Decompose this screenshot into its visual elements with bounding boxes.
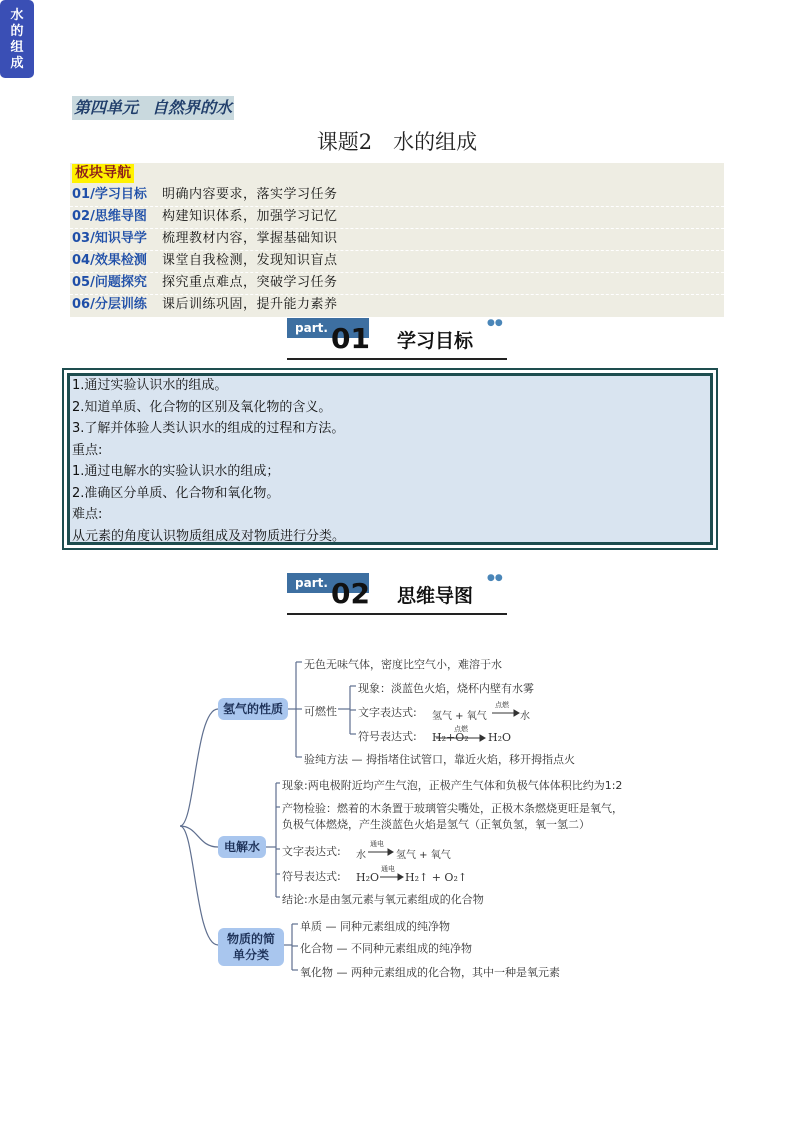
- nav-item-code: 01/学习目标: [72, 187, 147, 202]
- nav-item-desc: 明确内容要求，落实学习任务: [162, 187, 338, 202]
- branch-hydrogen[interactable]: 氢气的性质: [218, 698, 288, 720]
- root-char: 组: [10, 40, 24, 55]
- goal-line: 2.知道单质、化合物的区别及氧化物的含义。: [72, 400, 332, 415]
- nav-item-desc: 梳理教材内容，掌握基础知识: [162, 231, 338, 246]
- unit-name: 第四单元: [74, 98, 139, 117]
- nav-item-code: 02/思维导图: [72, 209, 147, 224]
- goal-line: 2.准确区分单质、化合物和氧化物。: [72, 486, 280, 501]
- part-number: 02: [331, 577, 370, 610]
- classification-oxide: 氧化物 — 两种元素组成的化合物，其中一种是氧元素: [300, 966, 560, 979]
- goal-line: 难点:: [72, 507, 103, 522]
- hydrogen-sym-eq-cond: 点燃: [454, 725, 468, 733]
- nav-item-code: 03/知识导学: [72, 231, 147, 246]
- droplet-icon: ●●: [487, 318, 503, 328]
- hydrogen-physical: 无色无味气体，密度比空气小，难溶于水: [304, 658, 502, 671]
- electrolysis-test-1: 产物检验：燃着的木条置于玻璃管尖嘴处，正极木条燃烧更旺是氧气，: [282, 802, 623, 815]
- hydrogen-word-eq-right: 水: [520, 711, 530, 722]
- hydrogen-word-eq-cond: 点燃: [495, 701, 509, 709]
- electrolysis-conclusion: 结论:水是由氢元素与氧元素组成的化合物: [282, 893, 484, 906]
- electrolysis-word-eq-label: 文字表达式:: [282, 845, 341, 858]
- electrolysis-word-eq-left: 水: [356, 850, 366, 861]
- electrolysis-word-eq-right: 氢气 + 氧气: [396, 850, 451, 861]
- hydrogen-sym-eq-right: H₂O: [488, 731, 512, 744]
- electrolysis-test-2: 负极气体燃烧，产生淡蓝色火焰是氢气（正氧负氢，氧一氢二）: [282, 818, 590, 831]
- nav-item-desc: 课后训练巩固，提升能力素养: [162, 297, 338, 312]
- hydrogen-sym-eq-left: H₂+O₂: [432, 731, 469, 744]
- hydrogen-phenomenon: 现象：淡蓝色火焰，烧杯内壁有水雾: [358, 682, 534, 695]
- electrolysis-sym-eq-label: 符号表达式:: [282, 870, 341, 883]
- part-badge-label: part.: [287, 318, 369, 338]
- nav-item-desc: 课堂自我检测，发现知识盲点: [162, 253, 338, 268]
- page-title: 课题2 水的组成: [316, 130, 478, 154]
- nav-item-code: 06/分层训练: [72, 297, 147, 312]
- classification-label-2: 单分类: [232, 948, 269, 962]
- goal-line: 3.了解并体验人类认识水的组成的过程和方法。: [72, 421, 345, 436]
- goal-line: 重点:: [72, 443, 103, 458]
- part-badge-label: part.: [287, 573, 369, 593]
- part-title: 学习目标: [397, 330, 474, 352]
- electrolysis-sym-eq-left: H₂O: [356, 871, 380, 884]
- nav-item-code: 05/问题探究: [72, 275, 147, 290]
- electrolysis-word-eq-cond: 通电: [370, 840, 384, 848]
- part-title: 思维导图: [397, 585, 474, 607]
- electrolysis-sym-eq-right: H₂↑ + O₂↑: [405, 871, 468, 884]
- classification-label-1: 物质的简: [226, 932, 275, 946]
- nav-header: 板块导航: [72, 164, 134, 183]
- root-char: 水: [10, 8, 24, 23]
- nav-item-code: 04/效果检测: [72, 253, 147, 268]
- goal-line: 从元素的角度认识物质组成及对物质进行分类。: [72, 529, 346, 544]
- root-char: 成: [10, 56, 24, 71]
- droplet-icon: ●●: [487, 573, 503, 583]
- hydrogen-word-eq-label: 文字表达式:: [358, 706, 417, 719]
- hydrogen-purity: 验纯方法 — 拇指堵住试管口，靠近火焰，移开拇指点火: [304, 753, 575, 766]
- root-char: 的: [10, 24, 24, 39]
- unit-subtitle: 自然界的水: [152, 98, 233, 117]
- classification-element: 单质 — 同种元素组成的纯净物: [300, 920, 450, 933]
- goal-line: 1.通过实验认识水的组成。: [72, 378, 228, 393]
- electrolysis-sym-eq-cond: 通电: [381, 865, 395, 873]
- goal-line: 1.通过电解水的实验认识水的组成；: [72, 464, 280, 479]
- hydrogen-sym-eq-label: 符号表达式:: [358, 730, 417, 743]
- nav-item-desc: 构建知识体系，加强学习记忆: [162, 209, 338, 224]
- branch-classification[interactable]: [218, 928, 284, 966]
- hydrogen-word-eq-left: 氢气 + 氧气: [432, 711, 487, 722]
- nav-item-desc: 探究重点难点，突破学习任务: [162, 275, 338, 290]
- part-number: 01: [331, 322, 370, 355]
- branch-electrolysis[interactable]: 电解水: [218, 836, 266, 858]
- classification-compound: 化合物 — 不同种元素组成的纯净物: [300, 942, 472, 955]
- electrolysis-phenomenon: 现象:两电极附近均产生气泡，正极产生气体和负极气体体积比约为1:2: [282, 779, 623, 792]
- hydrogen-combust: 可燃性: [304, 705, 337, 718]
